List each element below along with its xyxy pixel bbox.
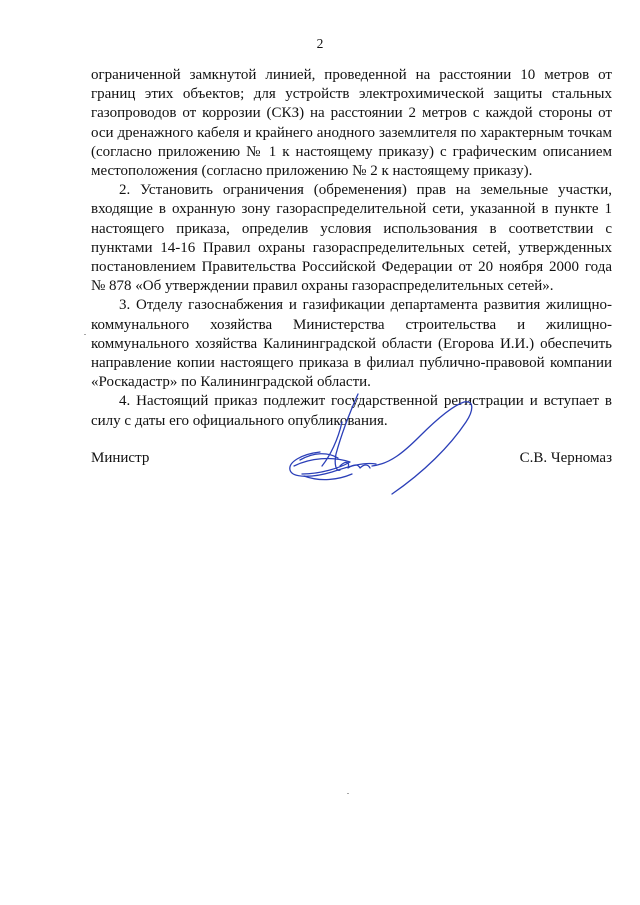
- handwritten-signature: [280, 392, 480, 502]
- scan-speck: [84, 334, 86, 335]
- page-number: 2: [316, 36, 324, 51]
- signatory-title: Министр: [91, 450, 150, 466]
- paragraph-item-2: 2. Установить ограничения (обременения) прав на земельные участки, входящие в охранную зону газораспределительной сети, указанной в пункте 1 настоящего приказа, определив условия использования в соответствии с пунктами 14-16 Правил охраны газораспределительных сетей, утвержденных постановлением Правительства Российской Федерации от 20 ноября 2000 года № 878 «Об утверждении правил охраны газораспределительных сетей».: [91, 182, 612, 295]
- document-body: [91, 66, 612, 431]
- paragraph-continuation: ограниченной замкнутой линией, проведенной на расстоянии 10 метров от границ этих объектов; для устройств электрохимической защиты стальных газопроводов от коррозии (СКЗ) на расстоянии 2 метров с каждой стороны от оси дренажного кабеля и крайнего анодного заземлителя по характерным точкам (согласно приложению № 1 к настоящему приказу) с графическим описанием местоположения (согласно приложению № 2 к настоящему приказу).: [91, 67, 612, 180]
- signatory-name: С.В. Черномаз: [519, 450, 612, 466]
- paragraph-item-4: 4. Настоящий приказ подлежит государственной регистрации и вступает в силу с даты его официального опубликования.: [91, 393, 612, 429]
- paragraph-item-3: 3. Отделу газоснабжения и газификации департамента развития жилищно-коммунального хозяйства Министерства строительства и жилищно-коммунального хозяйства Калининградской области (Егорова И.И.) обеспечить направление копии настоящего приказа в филиал публично-правовой компании «Роскадастр» по Калининградской области.: [91, 297, 612, 391]
- scan-speck: [347, 793, 349, 794]
